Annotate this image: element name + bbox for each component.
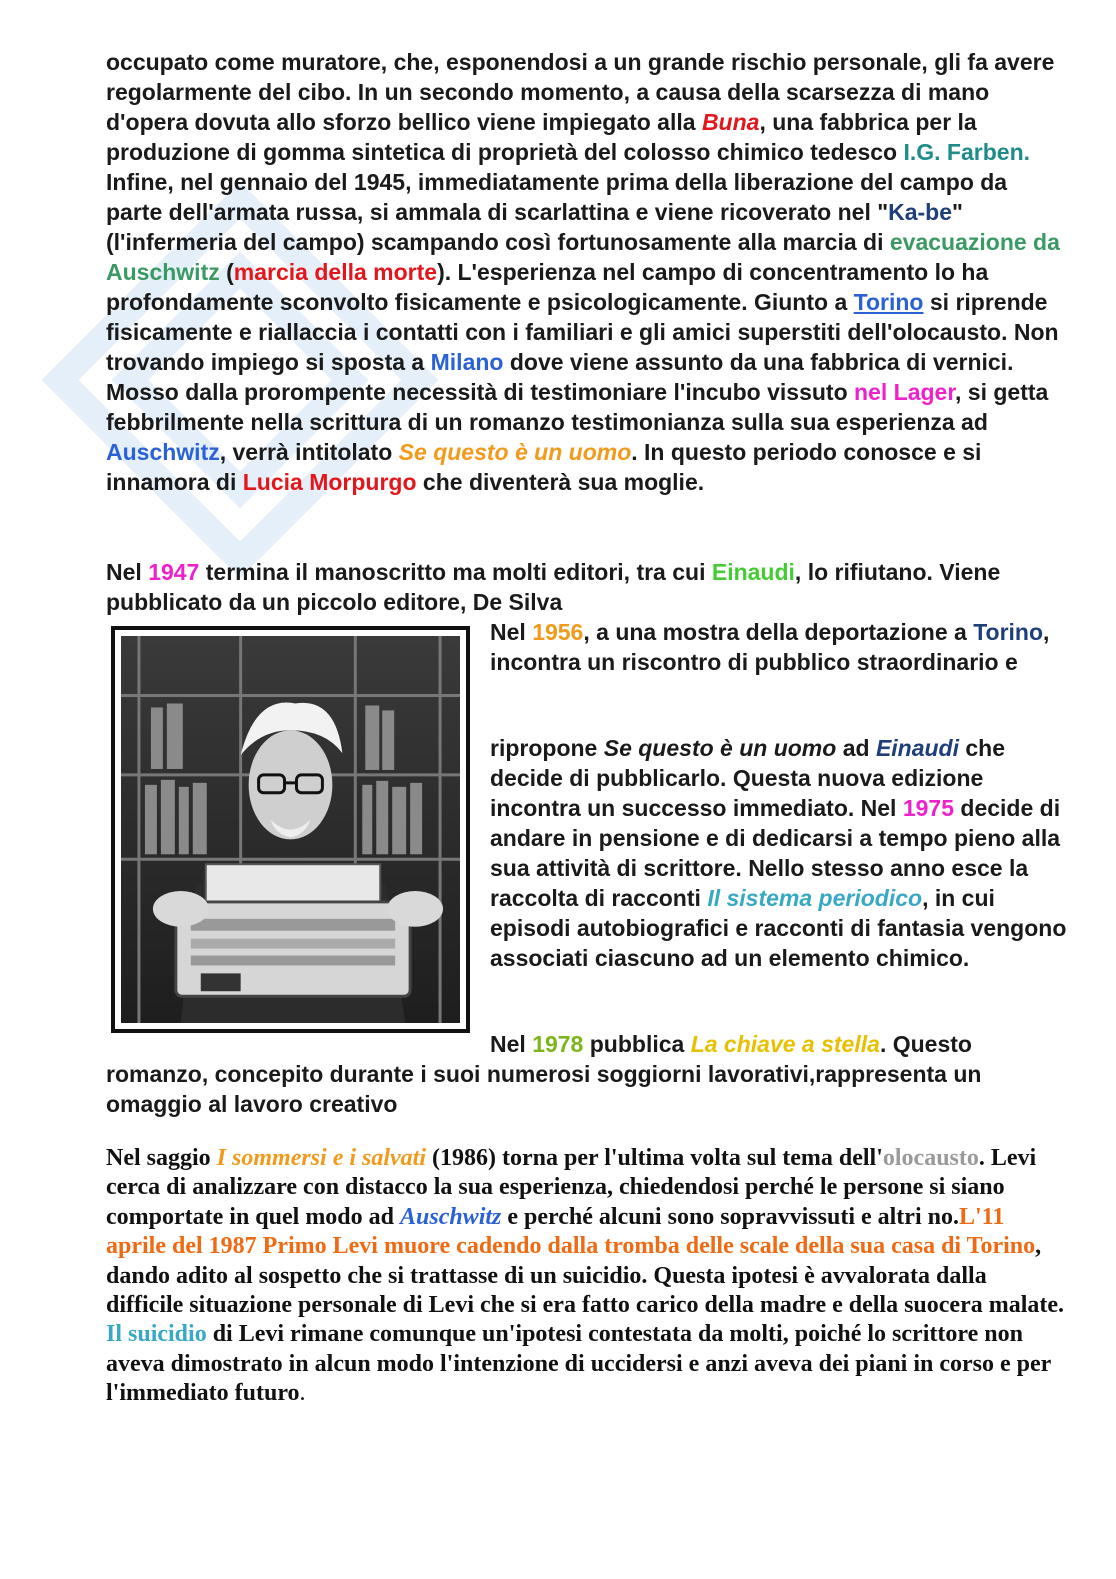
link-la-chiave-a-stella[interactable]: La chiave a stella: [690, 1031, 880, 1057]
link-il-sistema-periodico[interactable]: Il sistema periodico: [707, 885, 923, 911]
title-se-questo-e-un-uomo: Se questo è un uomo: [603, 735, 837, 761]
text-run: Infine, nel gennaio del 1945, immediatamente prima della liberazione del campo da parte dell'armata russa, si ammala di scarlattina e viene ricoverato nel ": [106, 169, 1008, 225]
continuation-paragraph: [106, 1059, 1066, 1119]
link-auschwitz-2[interactable]: Auschwitz: [400, 1203, 502, 1230]
final-paragraph: [106, 1144, 1066, 1409]
text-run: , si getta febbrilmente nella scrittura di un romanzo testimonianza sulla sua esperienza ad: [106, 379, 1049, 435]
text-run: occupato come muratore, che, esponendosi a un grande rischio personale, gli fa avere regolarmente del cibo. In un secondo momento, a causa della scarsezza di mano d'opera dovuta allo sforzo bellico viene impiegato alla: [106, 49, 1055, 135]
right-paragraph-3: [490, 1029, 1070, 1059]
biography-paragraph-1: [106, 47, 1066, 497]
link-nel-lager[interactable]: nel Lager: [854, 379, 956, 405]
text-run: Nel: [490, 619, 533, 645]
right-paragraph-2: [490, 733, 1070, 973]
text-run: , verrà intitolato: [219, 439, 399, 465]
link-il-suicidio[interactable]: Il suicidio: [106, 1321, 207, 1348]
link-auschwitz[interactable]: Auschwitz: [106, 439, 220, 465]
link-torino[interactable]: Torino: [853, 289, 924, 315]
right-paragraph-1: [490, 617, 1070, 677]
link-einaudi-2[interactable]: Einaudi: [875, 735, 959, 761]
text-run: (1986) torna per l'ultima volta sul tema dell': [426, 1145, 883, 1171]
text-run: . In questo periodo conosce e si innamora di: [106, 439, 982, 495]
link-year-1947[interactable]: 1947: [148, 559, 200, 585]
link-lucia-morpurgo[interactable]: Lucia Morpurgo: [242, 469, 417, 495]
text-run: si riprende fisicamente e riallaccia i contatti con i familiari e gli amici superstiti dell'olocausto. Non trovando impiego si sposta a: [106, 289, 1059, 375]
link-olocausto[interactable]: olocausto: [882, 1145, 979, 1171]
text-run: Nel saggio: [106, 1145, 217, 1171]
link-morte-primo-levi[interactable]: L'11 aprile del 1987 Primo Levi muore cadendo dalla tromba delle scale della sua casa di Torino: [106, 1203, 1036, 1260]
text-run: Nel: [490, 1031, 533, 1057]
text-run: . Questo: [879, 1031, 972, 1057]
text-run: romanzo, concepito durante i suoi numerosi soggiorni lavorativi,rappresenta un omaggio al lavoro creativo: [106, 1061, 982, 1117]
text-run: ). L'esperienza nel campo di concentramento lo ha profondamente sconvolto fisicamente e psicologicamente. Giunto a: [106, 259, 989, 315]
text-run: ripropone: [490, 735, 604, 761]
text-run: che decide di pubblicarlo. Questa nuova edizione incontra un successo immediato. Nel: [490, 735, 1006, 821]
link-einaudi[interactable]: Einaudi: [711, 559, 795, 585]
link-year-1978[interactable]: 1978: [532, 1031, 584, 1057]
link-ig-farben[interactable]: I.G. Farben.: [903, 139, 1031, 165]
text-run: . Levi cerca di analizzare con distacco la sua esperienza, chiedendosi perché le persone si siano comportate in quel modo ad: [106, 1145, 1037, 1230]
text-run: , in cui episodi autobiografici e racconti di fantasia vengono associati ciascuno ad un elemento chimico.: [490, 885, 1067, 971]
text-run: dove viene assunto da una fabbrica di vernici. Mosso dalla prorompente necessità di testimoniare l'incubo vissuto: [106, 349, 1014, 405]
text-run: pubblica: [583, 1031, 691, 1057]
photo-primo-levi-typewriter: [121, 636, 460, 1023]
text-run: , lo rifiutano. Viene pubblicato da un piccolo editore, De Silva: [106, 559, 1001, 615]
text-run: .: [299, 1380, 306, 1407]
link-buna[interactable]: Buna: [701, 109, 760, 135]
text-run: termina il manoscritto ma molti editori, tra cui: [199, 559, 712, 585]
biography-paragraph-2: [106, 557, 1066, 617]
text-run: , dando adito al sospetto che si trattasse di un suicidio. Questa ipotesi è avvalorata dalla difficile situazione personale di Levi che si era fatto carico della madre e della suocera malate.: [106, 1233, 1065, 1319]
link-i-sommersi-e-i-salvati[interactable]: I sommersi e i salvati: [216, 1145, 427, 1171]
text-run: (: [219, 259, 234, 285]
text-run: decide di andare in pensione e di dedicarsi a tempo pieno alla sua attività di scrittore. Nello stesso anno esce la raccolta di racconti: [490, 795, 1061, 911]
text-run: che diventerà sua moglie.: [416, 469, 705, 495]
link-marcia-della-morte[interactable]: marcia della morte: [233, 259, 438, 285]
text-run: , incontra un riscontro di pubblico straordinario e: [490, 619, 1050, 675]
text-run: e perché alcuni sono sopravvissuti e altri no.: [501, 1203, 959, 1230]
text-run: ad: [836, 735, 876, 761]
link-ka-be[interactable]: Ka-be: [888, 199, 953, 225]
text-run: , una fabbrica per la produzione di gomma sintetica di proprietà del colosso chimico tedesco: [106, 109, 977, 165]
link-se-questo-e-un-uomo[interactable]: Se questo è un uomo: [398, 439, 632, 465]
link-year-1956[interactable]: 1956: [532, 619, 584, 645]
link-year-1975[interactable]: 1975: [902, 795, 955, 821]
link-evacuazione-auschwitz[interactable]: evacuazione da Auschwitz: [106, 229, 1060, 285]
text-run: Nel: [106, 559, 149, 585]
link-milano[interactable]: Milano: [430, 349, 504, 375]
text-run: , a una mostra della deportazione a: [583, 619, 974, 645]
author-photo: [111, 626, 470, 1033]
text-run: " (l'infermeria del campo) scampando così fortunosamente alla marcia di: [106, 199, 963, 255]
text-run: di Levi rimane comunque un'ipotesi contestata da molti, poiché lo scrittore non aveva dimostrato in alcun modo l'intenzione di uccidersi e anzi aveva dei piani in corso e per l'immediato futuro: [106, 1321, 1051, 1407]
link-torino-2[interactable]: Torino: [973, 619, 1044, 645]
